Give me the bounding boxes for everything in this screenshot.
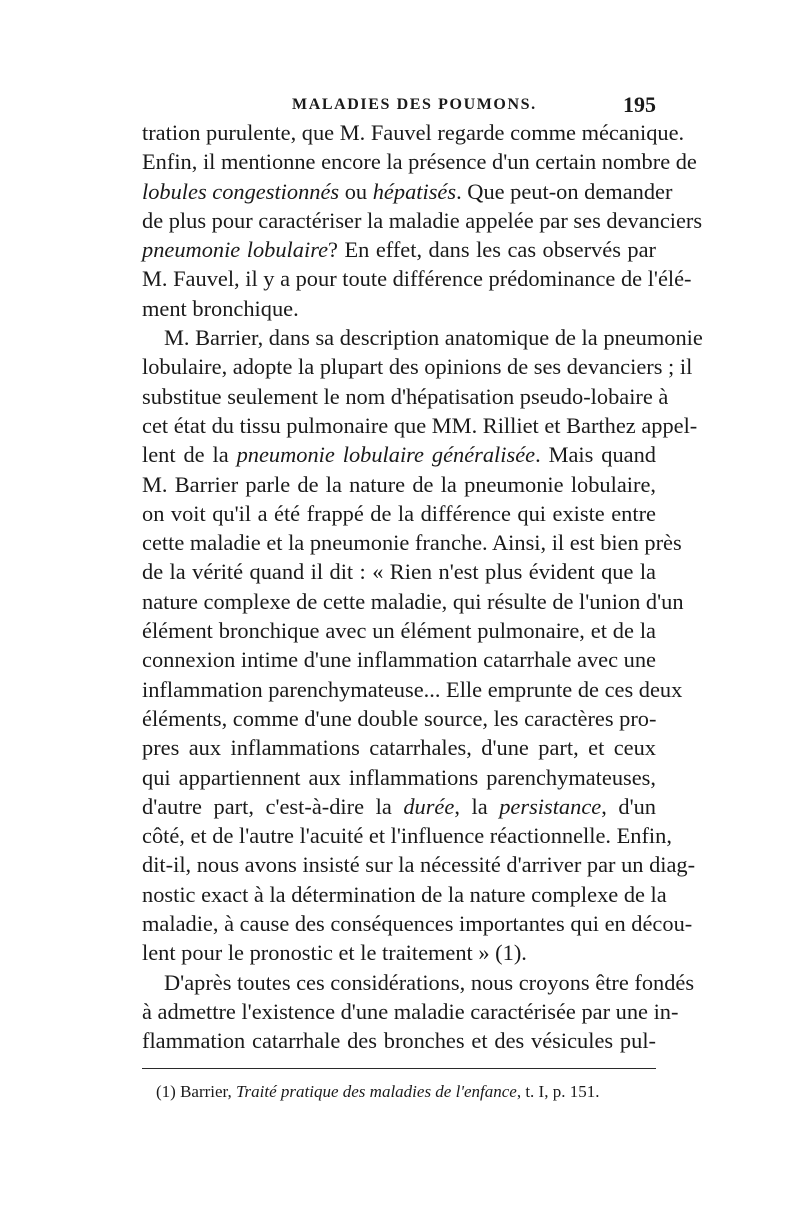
running-title: MALADIES DES POUMONS. [292, 96, 537, 113]
book-page [142, 92, 703, 1103]
text-line [142, 177, 673, 206]
text-line [142, 147, 697, 176]
text-line [142, 821, 672, 850]
text-segment: pres aux inflammations catarrhales, d'une part, et ceux [142, 735, 656, 761]
text-line [142, 235, 656, 264]
text-segment: lent pour le pronostic et le traitement » (1). [142, 940, 527, 966]
text-segment: M. Barrier parle de la nature de la pneumonie lobulaire, [142, 471, 656, 497]
footnote [142, 1081, 656, 1103]
text-line [142, 763, 656, 792]
footnote-prefix: (1) Barrier, [156, 1081, 237, 1101]
footnote-title: Traité pratique des maladies de l'enfance [236, 1081, 517, 1101]
text-segment: lent de la [142, 442, 237, 468]
footnote-suffix: , t. I, p. 151. [516, 1081, 600, 1101]
text-segment: qui appartiennent aux inflammations parenchymateuses, [142, 764, 656, 790]
text-line [142, 382, 669, 411]
text-segment: substitue seulement le nom d'hépatisation pseudo-lobaire à [142, 383, 669, 409]
text-line [142, 733, 656, 762]
text-line [142, 528, 682, 557]
text-line [142, 352, 693, 381]
text-line [142, 440, 656, 469]
text-segment: ou [339, 178, 373, 204]
text-line [142, 616, 656, 645]
text-segment: ment bronchique. [142, 295, 299, 321]
page-number: 195 [623, 92, 656, 117]
text-line [142, 587, 684, 616]
text-segment: , la [454, 793, 500, 819]
text-line [142, 997, 679, 1026]
text-segment: M. Fauvel, il y a pour toute différence prédominance de l'élé- [142, 266, 692, 292]
text-segment: D'après toutes ces considérations, nous croyons être fondés [164, 969, 695, 995]
italic-segment: pneumonie lobulaire [142, 237, 329, 263]
text-segment: dit-il, nous avons insisté sur la nécessité d'arriver par un diag- [142, 852, 696, 878]
text-line [142, 557, 656, 586]
text-segment: M. Barrier, dans sa description anatomique de la pneumonie [164, 325, 703, 351]
text-segment: à admettre l'existence d'une maladie caractérisée par une in- [142, 998, 679, 1024]
text-line [142, 968, 695, 997]
text-segment: ? En effet, dans les cas observés par [328, 237, 656, 263]
text-line [142, 675, 683, 704]
text-segment: éléments, comme d'une double source, les caractères pro- [142, 705, 657, 731]
text-segment: tration purulente, que M. Fauvel regarde comme mécanique. [142, 120, 685, 145]
text-segment: Enfin, il mentionne encore la présence d'un certain nombre de [142, 149, 697, 175]
text-line [142, 704, 656, 733]
text-line [142, 645, 656, 674]
text-segment: nature complexe de cette maladie, qui résulte de l'union d'un [142, 588, 684, 614]
text-line [142, 850, 696, 879]
italic-segment: durée [403, 793, 455, 819]
text-segment: inflammation parenchymateuse... Elle emprunte de ces deux [142, 676, 683, 702]
body-text [142, 118, 703, 1056]
text-segment: cet état du tissu pulmonaire que MM. Rilliet et Barthez appel- [142, 412, 698, 438]
footnote-divider [142, 1068, 656, 1069]
text-line [142, 206, 703, 235]
text-segment: de la vérité quand il dit : « Rien n'est plus évident que la [142, 559, 656, 585]
text-line [142, 880, 667, 909]
text-line [142, 118, 685, 147]
text-segment: . Mais quand [535, 442, 656, 468]
text-line [142, 792, 656, 821]
text-segment: lobulaire, adopte la plupart des opinions de ses devanciers ; il [142, 354, 693, 380]
text-segment: cette maladie et la pneumonie franche. Ainsi, il est bien près [142, 530, 682, 556]
text-line [142, 264, 692, 293]
text-line [142, 499, 656, 528]
italic-segment: lobules congestionnés [142, 178, 340, 204]
text-segment: de plus pour caractériser la maladie appelée par ses devanciers [142, 207, 703, 233]
italic-segment: hépatisés [372, 178, 457, 204]
text-segment: on voit qu'il a été frappé de la différence qui existe entre [142, 500, 656, 526]
text-line [142, 1026, 656, 1055]
text-line [142, 909, 693, 938]
text-segment: nostic exact à la détermination de la nature complexe de la [142, 881, 667, 907]
text-line [142, 938, 656, 967]
text-line [142, 323, 703, 352]
text-segment: d'autre part, c'est-à-dire la [142, 793, 404, 819]
text-segment: . Que peut-on demander [456, 178, 673, 204]
text-line [142, 294, 656, 323]
italic-segment: pneumonie lobulaire généralisée [236, 442, 536, 468]
text-line [142, 470, 656, 499]
text-segment: flammation catarrhale des bronches et des vésicules pul- [142, 1028, 656, 1054]
text-segment: maladie, à cause des conséquences importantes qui en décou- [142, 911, 693, 937]
text-segment: élément bronchique avec un élément pulmonaire, et de la [142, 618, 656, 644]
running-head [142, 92, 656, 118]
text-segment: , d'un [601, 793, 656, 819]
text-line [142, 411, 698, 440]
text-segment: côté, et de l'autre l'acuité et l'influence réactionnelle. Enfin, [142, 823, 672, 849]
italic-segment: persistance [499, 793, 602, 819]
text-segment: connexion intime d'une inflammation catarrhale avec une [142, 647, 656, 673]
